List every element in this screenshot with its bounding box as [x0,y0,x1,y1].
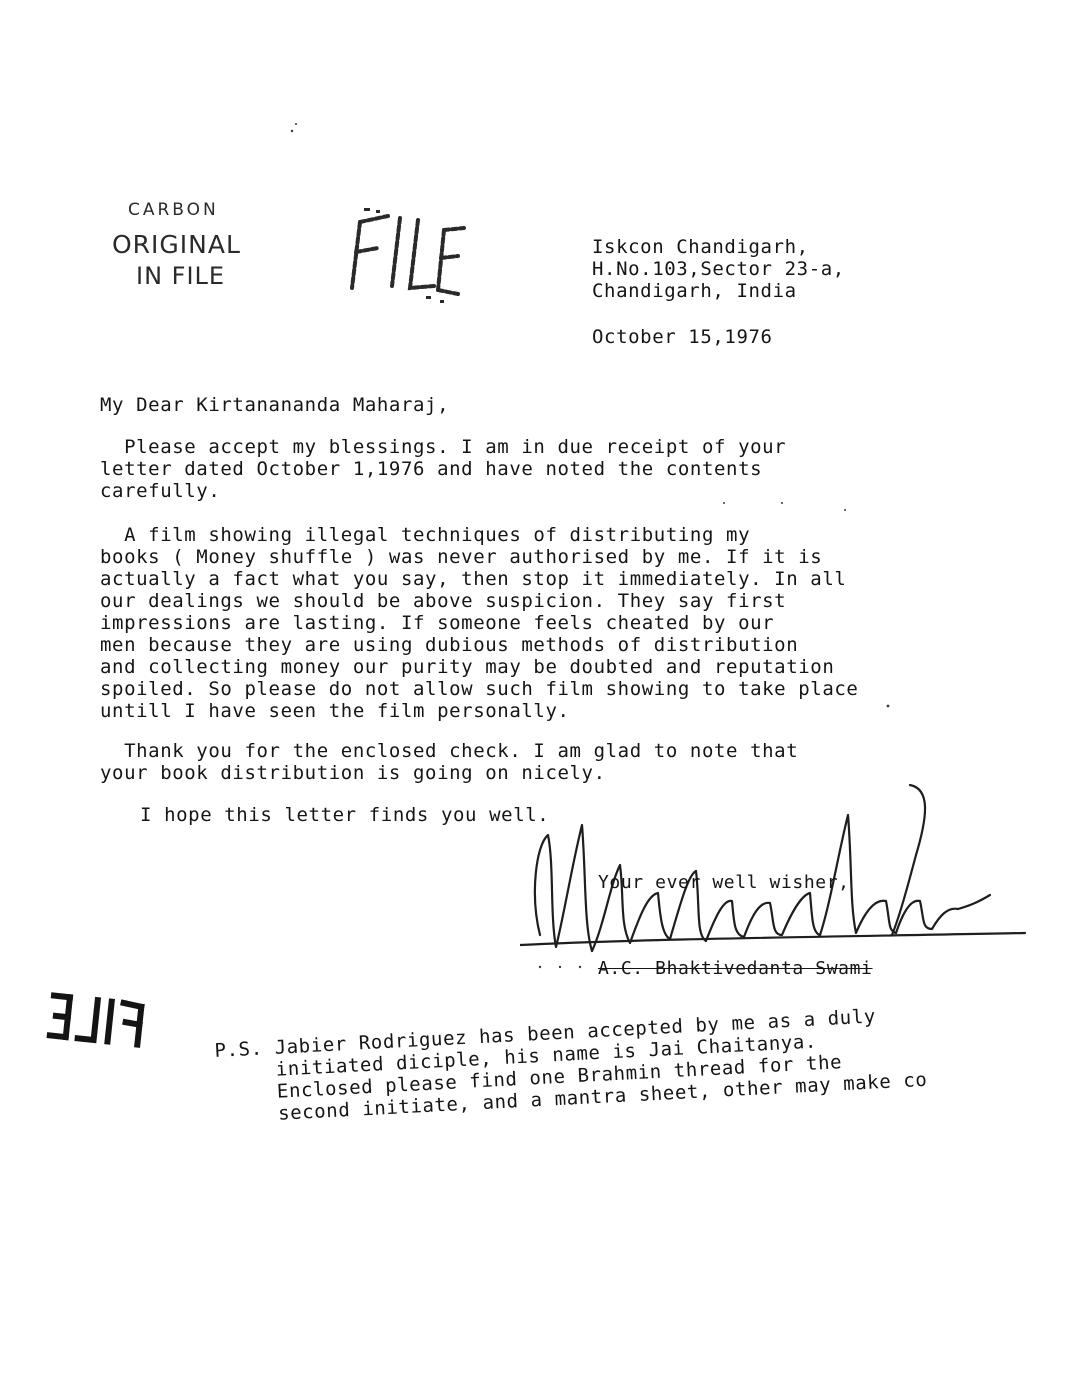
original-stamp-line2: IN FILE [136,262,226,290]
original-stamp-line1: ORIGINAL [112,230,241,259]
salutation: My Dear Kirtanananda Maharaj, [100,394,450,416]
body-paragraph-3: Thank you for the enclosed check. I am glad to note that your book distribution is going on nicely. [100,740,799,784]
file-corner-stamp [40,982,150,1052]
file-stamp [330,200,470,310]
closing-line: Your ever well wisher, [598,872,850,893]
letter-date: October 15,1976 [592,326,773,348]
body-paragraph-1: Please accept my blessings. I am in due receipt of your letter dated October 1,1976 and have noted the contents carefully. [100,436,787,502]
body-paragraph-4: I hope this letter finds you well. [140,804,550,826]
signature-name: A.C. Bhaktivedanta Swami [598,958,873,979]
body-paragraph-2: A film showing illegal techniques of distributing my books ( Money shuffle ) was never authorised by me. If it is actually a fact what you say, then stop it immediately. In all our dealings we should be above suspicion. They say first impressions are lasting. If someone feels cheated by our men because they are using dubious methods of distribution and collecting money our purity may be doubted and reputation spoiled. So please do not allow such film showing to take place untill I have seen the film personally. [100,524,859,722]
carbon-stamp-label: CARBON [128,200,219,220]
postscript: P.S. Jabier Rodriguez has been accepted by me as a duly initiated diciple, his name is Jai Chaitanya. Enclosed please find one Brahmin thread for the second initiate, and a mantra sheet, other may make co [214,1005,928,1128]
sender-address: Iskcon Chandigarh, H.No.103,Sector 23-a, Chandigarh, India [592,236,845,302]
